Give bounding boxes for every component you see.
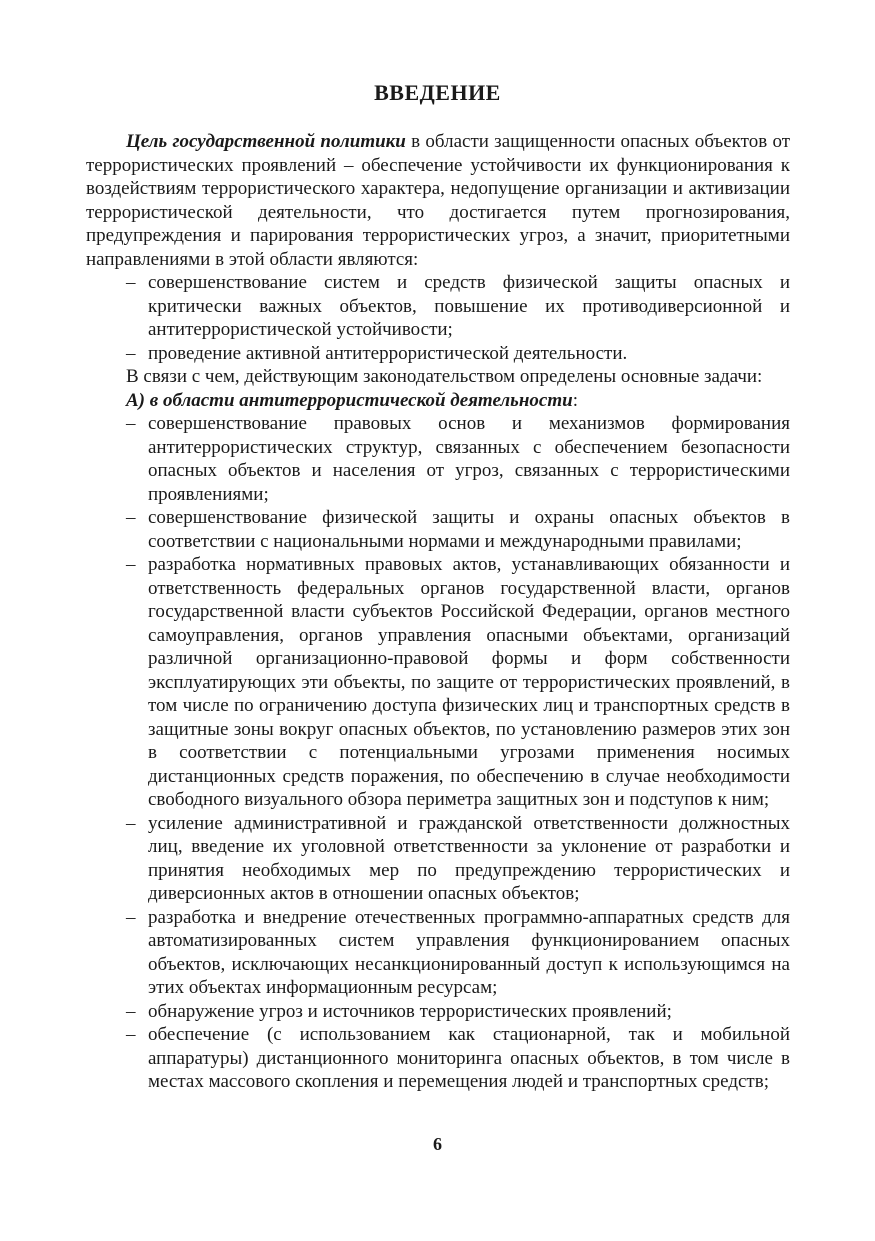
task-item-text: обеспечение (с использованием как стационарной, так и мобильной аппаратуры) дистанционного мониторинга опасных объектов, в том числе в местах массового скопления и перемещения людей и транспортных средств; [148,1024,790,1092]
list-item [86,342,790,366]
priority-item-text: проведение активной антитеррористической деятельности. [148,342,628,364]
list-item [86,271,790,342]
list-item [86,1023,790,1094]
list-dash: – [126,272,136,293]
list-item [86,412,790,506]
document-body [86,130,790,1094]
intro-paragraph [86,130,790,271]
list-item [86,506,790,553]
list-dash: – [126,812,136,834]
task-item-text: разработка нормативных правовых актов, устанавливающих обязанности и ответственность федеральных органов государственной власти, органов государственной власти субъектов Российской Федерации, органов местного самоуправления, органов управления опасными объектами, организаций различной организационно-правовой формы и форм собственности эксплуатирующих эти объекты, по защите от террористических проявлений, в том числе по ограничению доступа физических лиц и транспортных средств в защитные зоны вокруг опасных объектов, по установлению размеров этих зон в соответствии с потенциальными угрозами применения носимых дистанционных средств поражения, по обеспечению в случае необходимости свободного визуального обзора периметра защитных зон и подступов к ним; [148,554,790,810]
task-item-text: обнаружение угроз и источников террористических проявлений; [148,1000,672,1022]
task-item-text: совершенствование правовых основ и механизмов формирования антитеррористических структур, связанных с обеспечением безопасности опасных объектов и населения от угроз, связанных с террористическими проявлениями; [148,413,790,505]
list-dash: – [126,554,136,575]
list-dash: – [126,413,136,434]
intro-lead-bold: Цель государственной политики [126,131,406,152]
list-item [86,553,790,812]
list-item [86,812,790,906]
priority-item-text: совершенствование систем и средств физической защиты опасных и критически важных объектов, повышение их противодиверсионной и антитеррористической устойчивости; [148,272,790,340]
page-title: ВВЕДЕНИЕ [374,80,501,105]
section-a-heading [86,389,790,413]
section-a-heading-suffix: : [572,389,578,411]
list-item [86,1000,790,1024]
list-dash: – [126,507,136,528]
list-dash: – [126,342,136,364]
list-item [86,906,790,1000]
task-item-text: разработка и внедрение отечественных программно-аппаратных средств для автоматизированных систем управления функционированием опасных объектов, исключающих несанкционированный доступ к использующимся на этих объектах информационным ресурсам; [148,906,790,998]
list-dash: – [126,1000,136,1022]
list-dash: – [126,906,136,928]
task-item-text: усиление административной и гражданской ответственности должностных лиц, введение их уголовной ответственности за уклонение от разработки и принятия необходимых мер по предупреждению террористических и диверсионных актов в отношении опасных объектов; [148,812,790,904]
intro-text: в области защищенности опасных объектов от террористических проявлений – обеспечение устойчивости их функционирования к воздействиям террористического характера, недопущение организации и активизации террористической деятельности, что достигается путем прогнозирования, предупреждения и парирования террористических угроз, а значит, приоритетными направлениями в этой области являются: [86,131,791,270]
list-dash: – [126,1024,136,1045]
tasks-intro: В связи с чем, действующим законодательством определены основные задачи: [126,366,763,387]
task-item-text: совершенствование физической защиты и охраны опасных объектов в соответствии с национальными нормами и международными правилами; [148,507,790,552]
section-a-heading-text: А) в области антитеррористической деятельности [126,389,573,411]
page-number: 6 [433,1134,442,1154]
